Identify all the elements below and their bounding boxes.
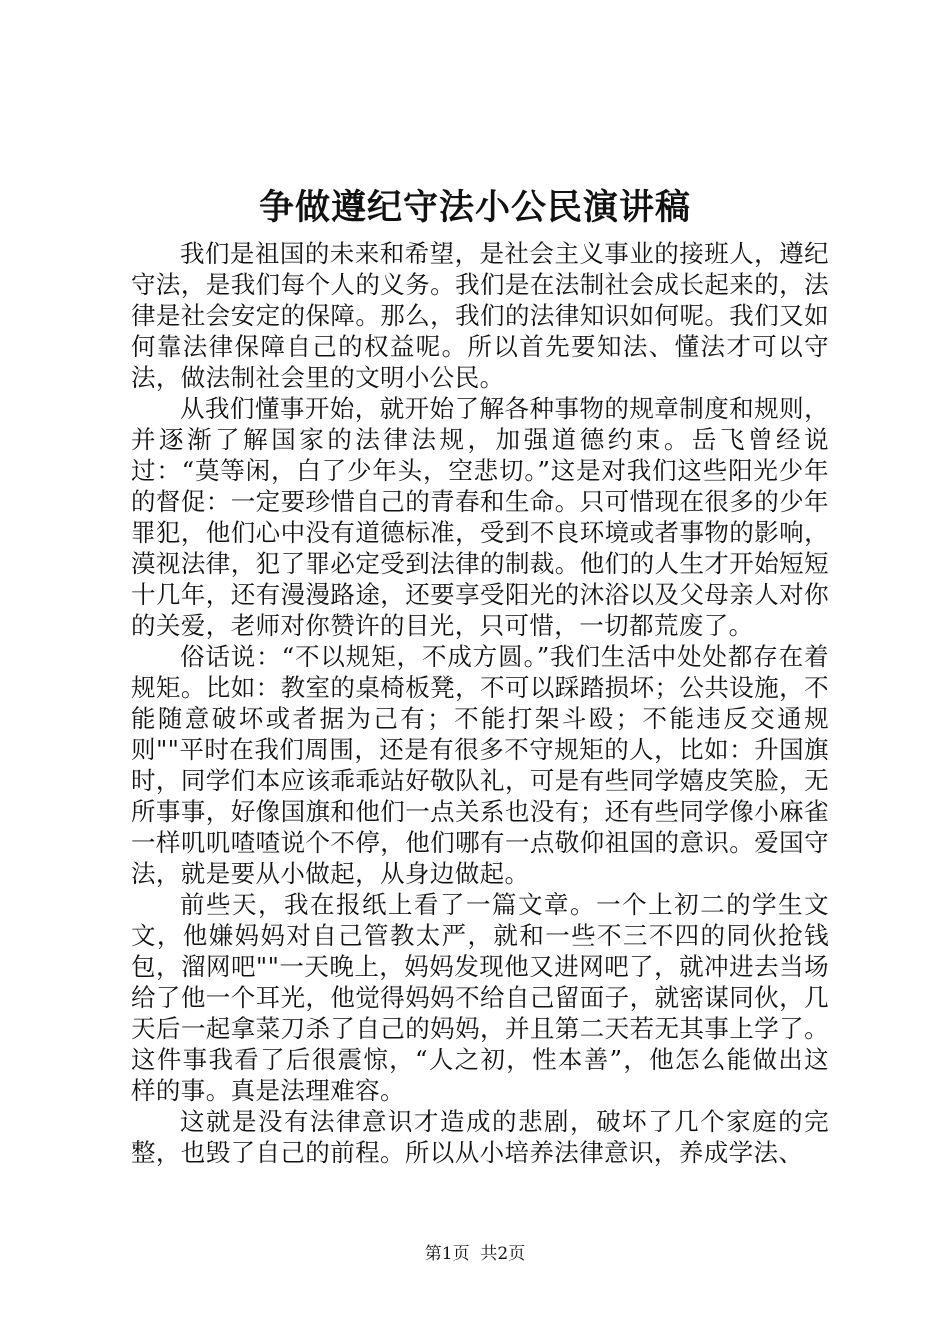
document-body [131, 238, 829, 1168]
document-title: 争做遵纪守法小公民演讲稿 [258, 187, 691, 228]
page-number-footer: 第1页 共2页 [424, 1244, 526, 1264]
paragraph-5: 这就是没有法律意识才造成的悲剧，破坏了几个家庭的完整，也毁了自己的前程。所以从小培养法律意识，养成学法、 [131, 1107, 829, 1167]
paragraph-1: 我们是祖国的未来和希望，是社会主义事业的接班人，遵纪守法，是我们每个人的义务。我们是在法制社会成长起来的，法律是社会安定的保障。那么，我们的法律知识如何呢。我们又如何靠法律保障自己的权益呢。所以首先要知法、懂法才可以守法，做法制社会里的文明小公民。 [131, 239, 829, 392]
paragraph-4: 前些天，我在报纸上看了一篇文章。一个上初二的学生文文，他嫌妈妈对自己管教太严，就和一些不三不四的同伙抢钱包，溜网吧""一天晚上，妈妈发现他又进网吧了，就冲进去当场给了他一个耳光，他觉得妈妈不给自己留面子，就密谋同伙，几天后一起拿菜刀杀了自己的妈妈，并且第二天若无其事上学了。这件事我看了后很震惊，“人之初，性本善”，他怎么能做出这样的事。真是法理难容。 [131, 890, 829, 1105]
paragraph-3: 俗话说：“不以规矩，不成方圆。”我们生活中处处都存在着规矩。比如：教室的桌椅板凳，不可以踩踏损坏；公共设施，不能随意破坏或者据为己有；不能打架斗殴；不能违反交通规则""平时在我们周围，还是有很多不守规矩的人，比如：升国旗时，同学们本应该乖乖站好敬队礼，可是有些同学嬉皮笑脸，无所事事，好像国旗和他们一点关系也没有；还有些同学像小麻雀一样叽叽喳喳说个不停，他们哪有一点敬仰祖国的意识。爱国守法，就是要从小做起，从身边做起。 [131, 642, 829, 888]
paragraph-2: 从我们懂事开始，就开始了解各种事物的规章制度和规则，并逐渐了解国家的法律法规，加强道德约束。岳飞曾经说过：“莫等闲，白了少年头，空悲切。”这是对我们这些阳光少年的督促：一定要珍惜自己的青春和生命。只可惜现在很多的少年罪犯，他们心中没有道德标准，受到不良环境或者事物的影响，漠视法律，犯了罪必定受到法律的制裁。他们的人生才开始短短十几年，还有漫漫路途，还要享受阳光的沐浴以及父母亲人对你的关爱，老师对你赞许的目光，只可惜，一切都荒废了。 [131, 394, 829, 640]
